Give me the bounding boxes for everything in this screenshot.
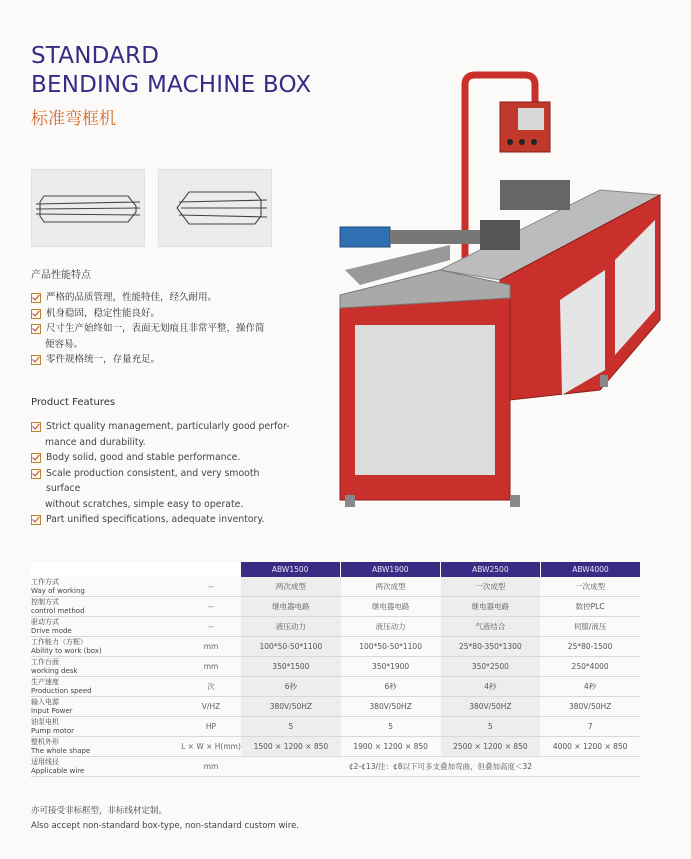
table-row: 生产速度 Production speed 次 6秒 6秒 4秒 4秒 bbox=[31, 677, 640, 697]
feature-cn-item: 严格的品质管理，性能特佳，经久耐用。 bbox=[31, 290, 291, 306]
features-en-list bbox=[31, 419, 291, 528]
checkbox-icon bbox=[31, 469, 41, 479]
feature-en-continuation: without scratches, simple easy to operate. bbox=[45, 498, 244, 510]
table-row: 驱动方式 Drive mode -- 液压动力 液压动力 气液结合 伺服/液压 bbox=[31, 617, 640, 637]
box-shape-image-1 bbox=[31, 169, 145, 247]
feature-cn-item: 零件规格统一，存量充足。 bbox=[31, 352, 291, 368]
table-row: 油泵电机 Pump motor HP 5 5 5 7 bbox=[31, 717, 640, 737]
feature-en-item: Body solid, good and stable performance. bbox=[31, 450, 291, 466]
feature-en-item: Scale production consistent, and very smooth surface bbox=[31, 466, 291, 497]
checkbox-icon bbox=[31, 293, 41, 303]
feature-en-continuation: mance and durability. bbox=[45, 436, 146, 448]
features-en-title: Product Features bbox=[31, 397, 116, 408]
checkbox-icon bbox=[31, 324, 41, 334]
feature-cn-continuation: 便容易。 bbox=[45, 338, 84, 350]
title-line-1: STANDARD bbox=[31, 43, 160, 69]
model-header: ABW4000 bbox=[540, 562, 640, 577]
bending-machine-image bbox=[300, 70, 670, 520]
feature-en-item: Part unified specifications, adequate inventory. bbox=[31, 512, 291, 528]
feature-cn-item: 机身稳固，稳定性能良好。 bbox=[31, 306, 291, 322]
table-row: 适用线径 Applicable wire mm ¢2-¢13/注：¢8以下可多支叠加弯曲，但叠加高度＜32 bbox=[31, 757, 640, 777]
applicable-wire-value: ¢2-¢13/注：¢8以下可多支叠加弯曲，但叠加高度＜32 bbox=[348, 762, 533, 771]
checkbox-icon bbox=[31, 453, 41, 463]
checkbox-icon bbox=[31, 515, 41, 525]
feature-en-item: Strict quality management, particularly good perfor- bbox=[31, 419, 291, 435]
feature-cn-item: 尺寸生产始终如一，表面无划痕且非常平整，操作简 bbox=[31, 321, 291, 337]
table-row: 输入电源 Input Power V/HZ 380V/50HZ 380V/50HZ 380V/50HZ 380V/50HZ bbox=[31, 697, 640, 717]
checkbox-icon bbox=[31, 355, 41, 365]
subtitle-cn: 标准弯框机 bbox=[31, 109, 116, 129]
model-header: ABW1900 bbox=[340, 562, 440, 577]
title-line-2: BENDING MACHINE BOX bbox=[31, 72, 312, 98]
table-row: 整机外形 The whole shape L × W × H(mm) 1500 × 1200 × 850 1900 × 1200 × 850 2500 × 1200 × 850 4000 × 1200 × 850 bbox=[31, 737, 640, 757]
table-row: 工作台面 working desk mm 350*1500 350*1900 350*2500 250*4000 bbox=[31, 657, 640, 677]
checkbox-icon bbox=[31, 422, 41, 432]
table-row: 工作方式 Way of working -- 两次成型 两次成型 一次成型 一次成型 bbox=[31, 577, 640, 597]
features-cn-list bbox=[31, 290, 291, 368]
specification-table bbox=[31, 562, 640, 777]
checkbox-icon bbox=[31, 309, 41, 319]
footnote-cn: 亦可接受非标框型，非标线材定制。 bbox=[31, 806, 168, 816]
table-row: 控制方式 control method -- 继电器电路 继电器电路 继电器电路 数控PLC bbox=[31, 597, 640, 617]
box-shape-image-2 bbox=[158, 169, 272, 247]
table-header bbox=[31, 562, 640, 577]
footnote bbox=[31, 804, 299, 834]
footnote-en: Also accept non-standard box-type, non-standard custom wire. bbox=[31, 821, 299, 831]
features-cn-title: 产品性能特点 bbox=[31, 270, 91, 281]
model-header: ABW2500 bbox=[440, 562, 540, 577]
model-header: ABW1500 bbox=[240, 562, 340, 577]
table-row: 工作能力（方框） Ability to work (box) mm 100*50-50*1100 100*50-50*1100 25*80-350*1300 25*80-1500 bbox=[31, 637, 640, 657]
page-title bbox=[31, 42, 311, 100]
